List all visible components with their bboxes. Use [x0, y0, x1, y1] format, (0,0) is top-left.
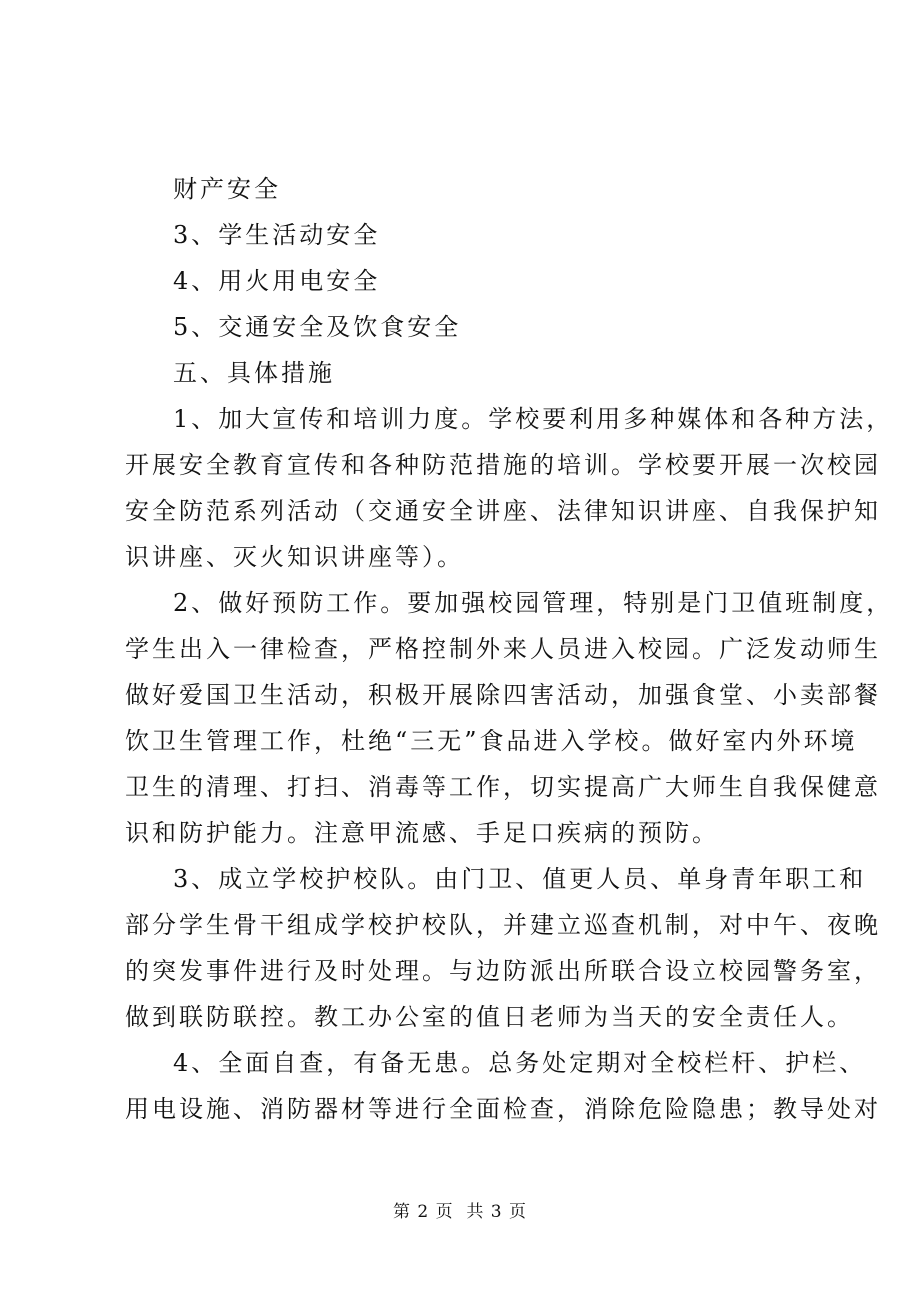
paragraph-line: 用电设施、消防器材等进行全面检查，消除危险隐患；教导处对 [125, 1095, 881, 1123]
paragraph-publicity-training [125, 396, 894, 580]
text-line-traffic-food-safety: 5、交通安全及饮食安全 [173, 313, 462, 341]
paragraph-line: 2、做好预防工作。要加强校园管理，特别是门卫值班制度， [173, 589, 894, 617]
page-number-label: 第 2 页 共 3 页 [392, 1202, 528, 1222]
paragraph-line: 卫生的清理、打扫、消毒等工作，切实提高广大师生自我保健意 [125, 773, 881, 801]
paragraph-line: 学生出入一律检查，严格控制外来人员进入校园。广泛发动师生 [125, 635, 881, 663]
page-footer [0, 1200, 920, 1224]
paragraph-line: 开展安全教育宣传和各种防范措施的培训。学校要开展一次校园 [125, 451, 881, 479]
section-heading-specific-measures: 五、具体措施 [173, 359, 335, 387]
paragraph-line: 3、成立学校护校队。由门卫、值更人员、单身青年职工和 [173, 865, 867, 893]
text-line-property-safety: 财产安全 [173, 175, 281, 203]
paragraph-line: 识讲座、灭火知识讲座等）。 [125, 543, 464, 571]
document-body [125, 166, 894, 1132]
paragraph-prevention-work [125, 580, 894, 856]
text-line-fire-electric-safety: 4、用火用电安全 [173, 267, 381, 295]
paragraph-line: 安全防范系列活动（交通安全讲座、法律知识讲座、自我保护知 [125, 497, 881, 525]
paragraph-school-patrol-team [125, 856, 881, 1040]
paragraph-line: 做到联防联控。教工办公室的值日老师为当天的安全责任人。 [125, 1003, 854, 1031]
text-line-student-activity-safety: 3、学生活动安全 [173, 221, 381, 249]
paragraph-self-inspection [125, 1040, 881, 1132]
paragraph-line: 做好爱国卫生活动，积极开展除四害活动，加强食堂、小卖部餐 [125, 681, 881, 709]
paragraph-line: 部分学生骨干组成学校护校队，并建立巡查机制，对中午、夜晚 [125, 911, 881, 939]
paragraph-line: 1、加大宣传和培训力度。学校要利用多种媒体和各种方法， [173, 405, 894, 433]
paragraph-line: 饮卫生管理工作，杜绝“三无”食品进入学校。做好室内外环境 [125, 727, 858, 755]
paragraph-line: 识和防护能力。注意甲流感、手足口疾病的预防。 [125, 819, 719, 847]
paragraph-line: 4、全面自查，有备无患。总务处定期对全校栏杆、护栏、 [173, 1049, 867, 1077]
paragraph-line: 的突发事件进行及时处理。与边防派出所联合设立校园警务室， [125, 957, 881, 985]
